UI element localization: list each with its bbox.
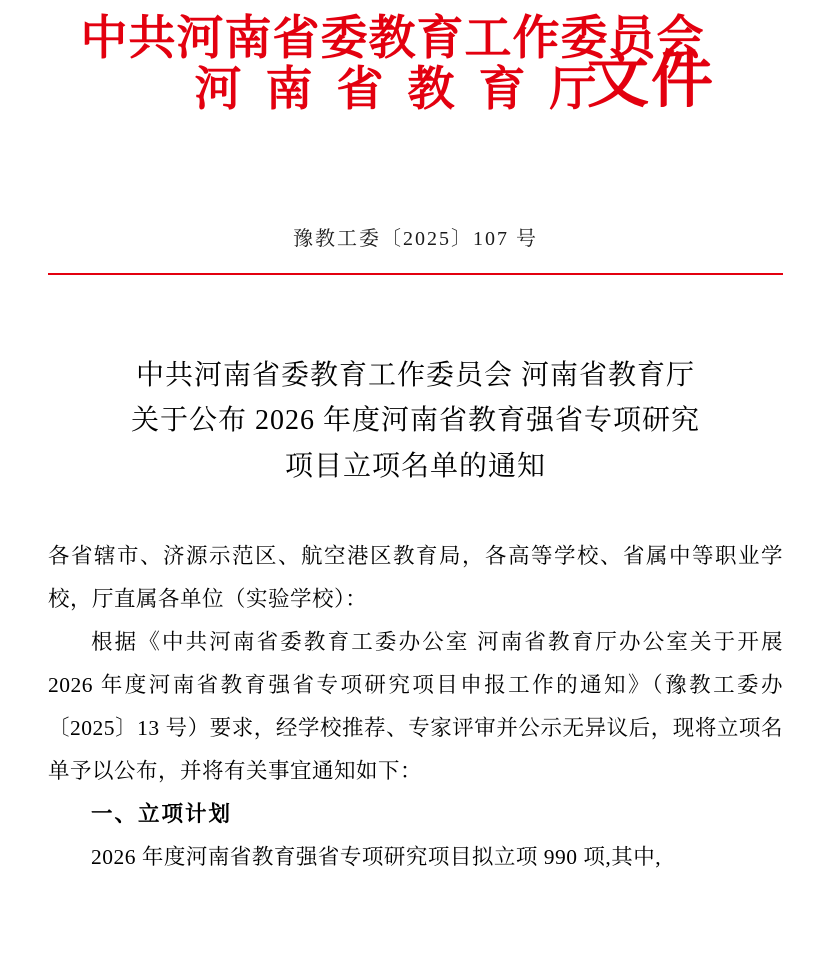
document-title-line-3: 项目立项名单的通知 xyxy=(284,450,546,482)
red-divider-rule xyxy=(48,273,783,275)
document-title xyxy=(48,353,783,489)
document-title-line-1: 中共河南省委教育工作委员会 河南省教育厅 xyxy=(135,360,695,391)
body-section-1-paragraph: 2026 年度河南省教育强省专项研究项目拟立项 990 项,其中, xyxy=(91,845,662,870)
masthead-document-word: 文件 xyxy=(586,47,715,115)
body-paragraph-1: 根据《中共河南省委教育工委办公室 河南省教育厅办公室关于开展 2026 年度河南省教育强省专项研究项目申报工作的通知》（豫教工委办〔2025〕13 号）要求，经学校推荐、专家评审并公示无异议后，现将立项名单予以公布，并将有关事宜通知如下： xyxy=(48,630,783,784)
document-body xyxy=(48,535,783,879)
document-title-line-2: 关于公布 2026 年度河南省教育强省专项研究 xyxy=(130,405,700,437)
body-addressee: 各省辖市、济源示范区、航空港区教育局，各高等学校、省属中等职业学校，厅直属各单位（实验学校）： xyxy=(48,544,783,612)
masthead-line-2: 河南省教育厅 xyxy=(194,63,621,116)
masthead-line-1: 中共河南省委教育工作委员会 xyxy=(80,13,705,65)
body-section-1-heading: 一、立项计划 xyxy=(91,802,233,827)
document-number: 豫教工委〔2025〕107 号 xyxy=(293,228,538,250)
masthead xyxy=(48,0,783,170)
